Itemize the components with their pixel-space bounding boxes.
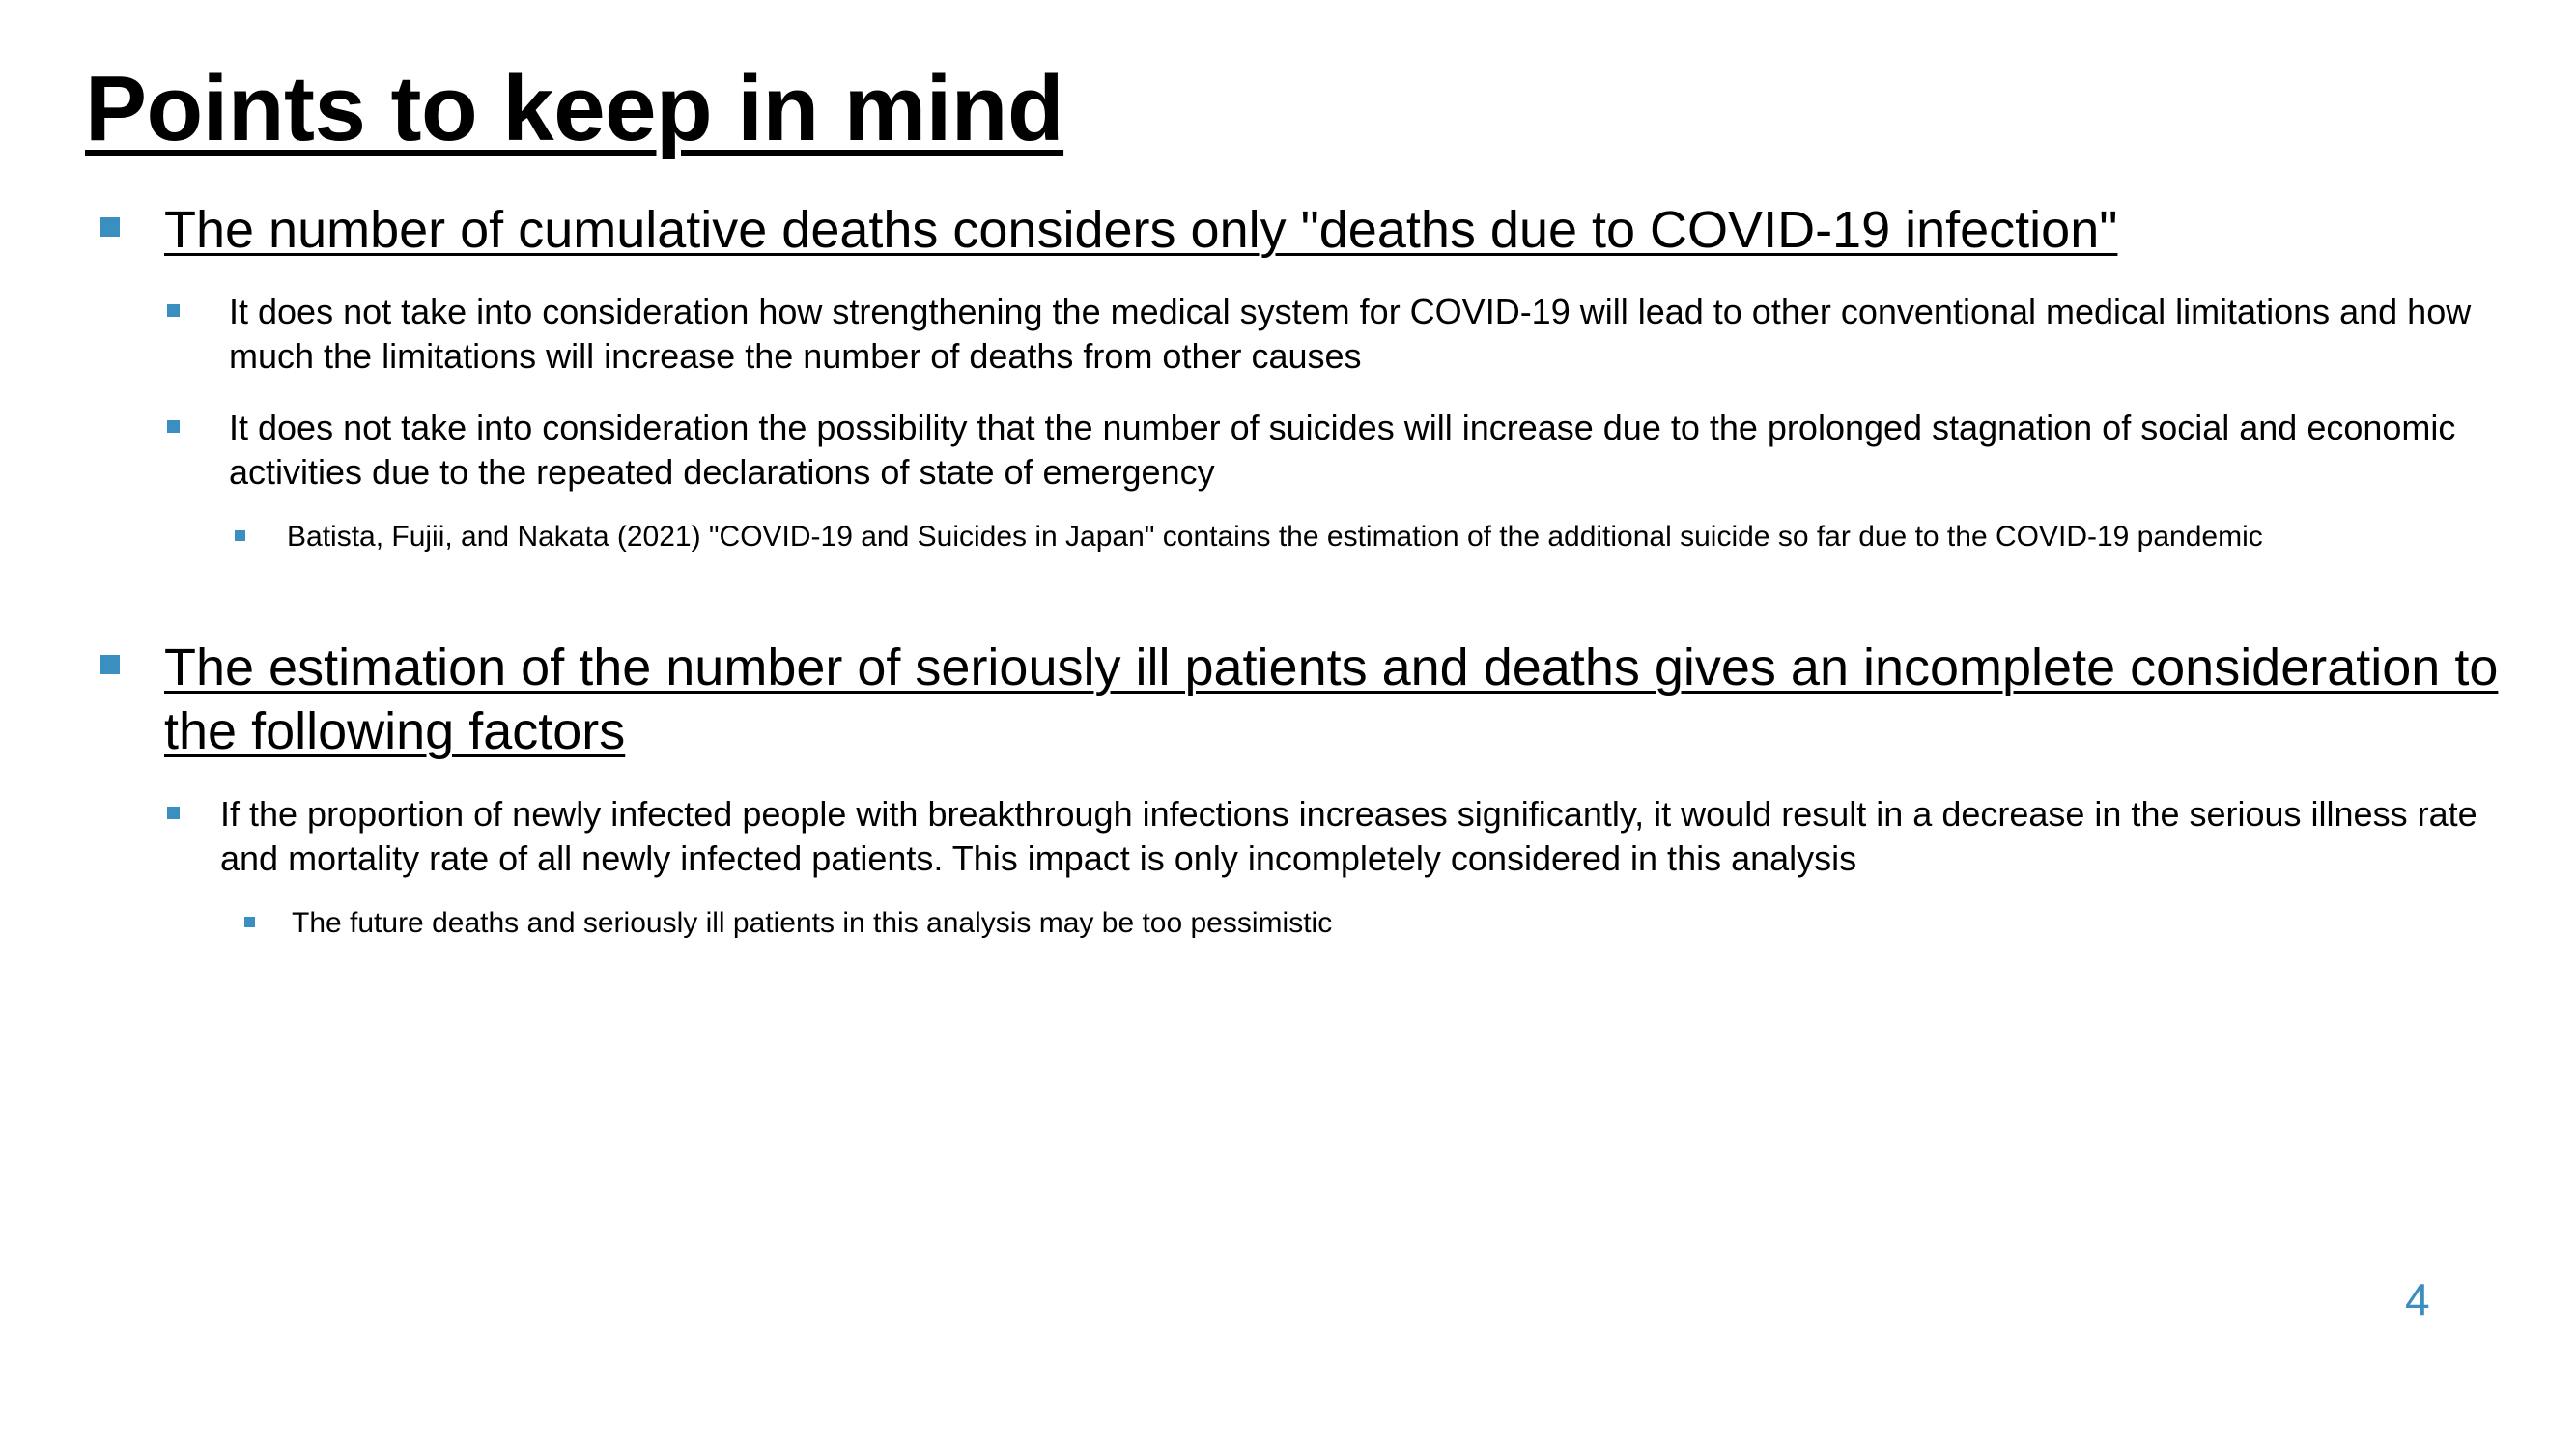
section-1-point-1 [167,290,2524,379]
section-2-point-1-text: If the proportion of newly infected people with breakthrough infections increases significantly, it would result in a decrease in the serious illness rate and mortality rate of all newly infected patients. This impact is only incompletely considered in this analysis [220,794,2477,878]
bullet-square-icon [167,807,180,819]
bullet-square-icon [100,655,120,674]
bullet-square-icon [167,304,180,317]
section-2-heading: The estimation of the number of seriously ill patients and deaths gives an incomplete consideration to the following factors [164,639,2499,760]
section-2-point-1 [167,792,2514,881]
bullet-square-icon [167,420,180,433]
bullet-square-icon [235,530,245,541]
section-2-subpoint-1-text: The future deaths and seriously ill patients in this analysis may be too pessimistic [292,907,1333,939]
section-1-point-2 [167,406,2524,495]
section-2-heading-item [100,636,2534,763]
section-1-subpoint-1-text: Batista, Fujii, and Nakata (2021) "COVID-19 and Suicides in Japan" contains the estimation of the additional suicide so far due to the COVID-19 pandemic [287,521,2263,553]
section-2-subpoint-1 [244,905,2466,942]
bullet-square-icon [100,217,120,237]
section-1-point-2-text: It does not take into consideration the possibility that the number of suicides will increase due to the prolonged stagnation of social and economic activities due to the repeated declarations of state of emergency [229,408,2456,492]
section-1-point-1-text: It does not take into consideration how strengthening the medical system for COVID-19 will lead to other conventional medical limitations and how much the limitations will increase the number of deaths from other causes [229,292,2472,376]
bullet-square-icon [244,917,255,927]
slide-title: Points to keep in mind [85,57,1064,160]
section-1-heading-item [100,198,2515,262]
page-number: 4 [2405,1274,2430,1324]
section-1-subpoint-1 [235,519,2553,555]
section-1-heading: The number of cumulative deaths considers only "deaths due to COVID-19 infection" [164,201,2118,259]
